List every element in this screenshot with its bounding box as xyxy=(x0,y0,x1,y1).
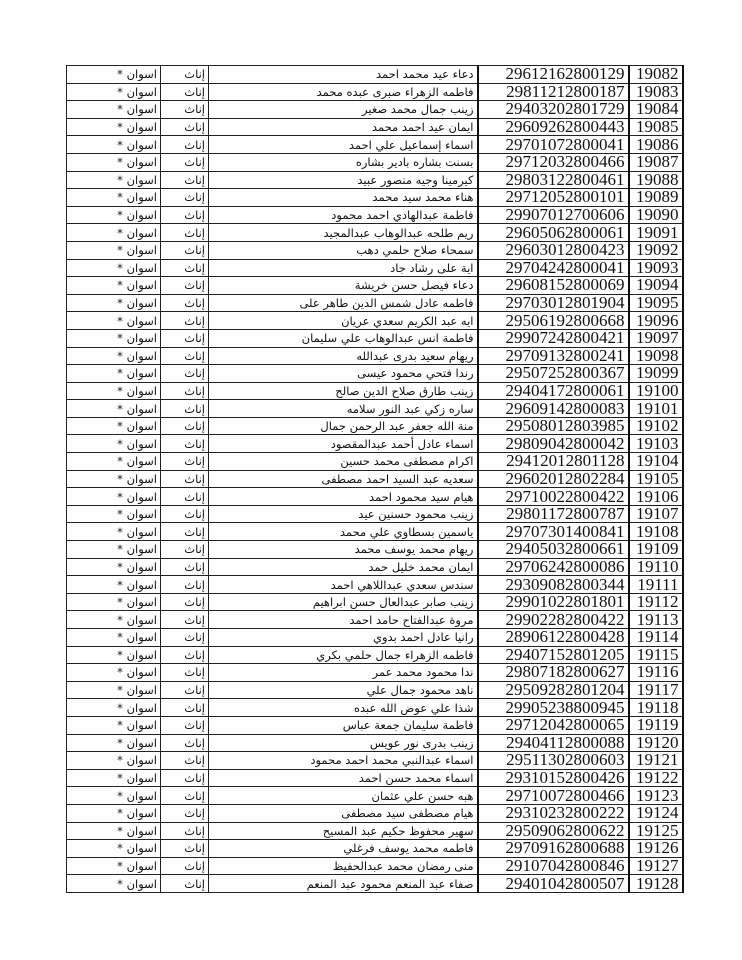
gender-cell: إناث xyxy=(161,505,209,523)
national-id-cell: 29703012801904 xyxy=(478,294,629,312)
city-cell: اسوان * xyxy=(67,277,161,295)
row-number-cell: 19118 xyxy=(629,699,683,717)
name-cell: ريهام محمد يوسف محمد xyxy=(209,541,478,559)
national-id-cell: 29704242800041 xyxy=(478,259,629,277)
gender-cell: إناث xyxy=(161,470,209,488)
national-id-cell: 29710022800422 xyxy=(478,488,629,506)
name-cell: كيرمينا وجيه منصور عبيد xyxy=(209,171,478,189)
table-row xyxy=(67,136,683,154)
city-cell: اسوان * xyxy=(67,857,161,875)
name-cell: فاطمه عادل شمس الدين طاهر على xyxy=(209,294,478,312)
national-id-cell: 29509282801204 xyxy=(478,681,629,699)
name-cell: فاطمة انس عبدالوهاب علي سليمان xyxy=(209,329,478,347)
row-number-cell: 19095 xyxy=(629,294,683,312)
row-number-cell: 19108 xyxy=(629,523,683,541)
gender-cell: إناث xyxy=(161,488,209,506)
table-row xyxy=(67,83,683,101)
row-number-cell: 19116 xyxy=(629,664,683,682)
national-id-cell: 29405032800661 xyxy=(478,541,629,559)
row-number-cell: 19109 xyxy=(629,541,683,559)
gender-cell: إناث xyxy=(161,716,209,734)
city-cell: اسوان * xyxy=(67,488,161,506)
city-cell: اسوان * xyxy=(67,593,161,611)
row-number-cell: 19112 xyxy=(629,593,683,611)
name-cell: سندس سعدي عبداللاهي احمد xyxy=(209,576,478,594)
row-number-cell: 19084 xyxy=(629,101,683,119)
table-row xyxy=(67,629,683,647)
table-row xyxy=(67,189,683,207)
name-cell: اسماء محمد حسن احمد xyxy=(209,769,478,787)
name-cell: هناء محمد سيد محمد xyxy=(209,189,478,207)
table-row xyxy=(67,453,683,471)
gender-cell: إناث xyxy=(161,365,209,383)
name-cell: زينب بدرى نور عويس xyxy=(209,734,478,752)
city-cell: اسوان * xyxy=(67,171,161,189)
row-number-cell: 19107 xyxy=(629,505,683,523)
national-id-cell: 29901022801801 xyxy=(478,593,629,611)
name-cell: منة الله جعفر عبد الرحمن جمال xyxy=(209,417,478,435)
city-cell: اسوان * xyxy=(67,576,161,594)
row-number-cell: 19115 xyxy=(629,646,683,664)
name-cell: ندا محمود محمد عمر xyxy=(209,664,478,682)
name-cell: دعاء عيد محمد احمد xyxy=(209,66,478,84)
national-id-cell: 29605062800061 xyxy=(478,224,629,242)
table-row xyxy=(67,153,683,171)
row-number-cell: 19106 xyxy=(629,488,683,506)
gender-cell: إناث xyxy=(161,857,209,875)
national-id-cell: 29707301400841 xyxy=(478,523,629,541)
city-cell: اسوان * xyxy=(67,787,161,805)
name-cell: اسماء عادل أحمد عبدالمقصود xyxy=(209,435,478,453)
national-id-cell: 29706242800086 xyxy=(478,558,629,576)
city-cell: اسوان * xyxy=(67,417,161,435)
national-id-cell: 29907012700606 xyxy=(478,206,629,224)
national-id-cell: 29401042800507 xyxy=(478,875,629,893)
national-id-cell: 29509062800622 xyxy=(478,822,629,840)
gender-cell: إناث xyxy=(161,523,209,541)
table-row xyxy=(67,400,683,418)
row-number-cell: 19100 xyxy=(629,382,683,400)
national-id-cell: 29407152801205 xyxy=(478,646,629,664)
name-cell: هيام سيد محمود احمد xyxy=(209,488,478,506)
gender-cell: إناث xyxy=(161,699,209,717)
row-number-cell: 19089 xyxy=(629,189,683,207)
gender-cell: إناث xyxy=(161,277,209,295)
city-cell: اسوان * xyxy=(67,505,161,523)
row-number-cell: 19094 xyxy=(629,277,683,295)
national-id-cell: 29801172800787 xyxy=(478,505,629,523)
name-cell: ياسمين بسطاوي علي محمد xyxy=(209,523,478,541)
national-id-cell: 29310152800426 xyxy=(478,769,629,787)
national-id-cell: 29905238800945 xyxy=(478,699,629,717)
name-cell: هبه حسن علي عثمان xyxy=(209,787,478,805)
row-number-cell: 19087 xyxy=(629,153,683,171)
city-cell: اسوان * xyxy=(67,136,161,154)
name-cell: زينب محمود حسنين عيد xyxy=(209,505,478,523)
gender-cell: إناث xyxy=(161,136,209,154)
city-cell: اسوان * xyxy=(67,118,161,136)
row-number-cell: 19123 xyxy=(629,787,683,805)
table-row xyxy=(67,382,683,400)
table-row xyxy=(67,734,683,752)
name-cell: بسنت بشاره بادير بشاره xyxy=(209,153,478,171)
gender-cell: إناث xyxy=(161,329,209,347)
name-cell: دعاء فيصل حسن خريشة xyxy=(209,277,478,295)
row-number-cell: 19104 xyxy=(629,453,683,471)
national-id-cell: 29506192800668 xyxy=(478,312,629,330)
gender-cell: إناث xyxy=(161,804,209,822)
gender-cell: إناث xyxy=(161,66,209,84)
row-number-cell: 19082 xyxy=(629,66,683,84)
table-row xyxy=(67,822,683,840)
gender-cell: إناث xyxy=(161,241,209,259)
national-id-cell: 29612162800129 xyxy=(478,66,629,84)
national-id-cell: 29608152800069 xyxy=(478,277,629,295)
gender-cell: إناث xyxy=(161,101,209,119)
name-cell: هيام مصطفى سيد مصطفى xyxy=(209,804,478,822)
gender-cell: إناث xyxy=(161,312,209,330)
table-row xyxy=(67,171,683,189)
city-cell: اسوان * xyxy=(67,83,161,101)
name-cell: فاطمة عبدالهادي احمد محمود xyxy=(209,206,478,224)
gender-cell: إناث xyxy=(161,435,209,453)
name-cell: ريهام سعيد بدرى عبدالله xyxy=(209,347,478,365)
gender-cell: إناث xyxy=(161,400,209,418)
gender-cell: إناث xyxy=(161,646,209,664)
name-cell: ناهد محمود جمال علي xyxy=(209,681,478,699)
name-cell: شذا علي عوض الله عبده xyxy=(209,699,478,717)
city-cell: اسوان * xyxy=(67,400,161,418)
city-cell: اسوان * xyxy=(67,382,161,400)
national-id-cell: 29107042800846 xyxy=(478,857,629,875)
table-row xyxy=(67,787,683,805)
city-cell: اسوان * xyxy=(67,206,161,224)
table-row xyxy=(67,312,683,330)
city-cell: اسوان * xyxy=(67,312,161,330)
name-cell: ايه عبد الكريم سعدي عريان xyxy=(209,312,478,330)
national-id-cell: 28906122800428 xyxy=(478,629,629,647)
city-cell: اسوان * xyxy=(67,224,161,242)
city-cell: اسوان * xyxy=(67,153,161,171)
name-cell: فاطمه الزهراء جمال حلمي بكري xyxy=(209,646,478,664)
city-cell: اسوان * xyxy=(67,189,161,207)
name-cell: ريم طلحه عبدالوهاب عبدالمجيد xyxy=(209,224,478,242)
table-row xyxy=(67,347,683,365)
gender-cell: إناث xyxy=(161,787,209,805)
table-row xyxy=(67,804,683,822)
name-cell: ايمان عيد احمد محمد xyxy=(209,118,478,136)
table-row xyxy=(67,294,683,312)
row-number-cell: 19083 xyxy=(629,83,683,101)
national-id-cell: 29412012801128 xyxy=(478,453,629,471)
city-cell: اسوان * xyxy=(67,541,161,559)
national-id-cell: 29603012800423 xyxy=(478,241,629,259)
table-row xyxy=(67,681,683,699)
registrants-table xyxy=(66,65,684,893)
table-row xyxy=(67,66,683,84)
gender-cell: إناث xyxy=(161,576,209,594)
city-cell: اسوان * xyxy=(67,875,161,893)
city-cell: اسوان * xyxy=(67,681,161,699)
national-id-cell: 29709132800241 xyxy=(478,347,629,365)
name-cell: فاطمه الزهراء صبرى عبده محمد xyxy=(209,83,478,101)
row-number-cell: 19103 xyxy=(629,435,683,453)
gender-cell: إناث xyxy=(161,681,209,699)
national-id-cell: 29508012803985 xyxy=(478,417,629,435)
city-cell: اسوان * xyxy=(67,664,161,682)
name-cell: زينب جمال محمد صغير xyxy=(209,101,478,119)
table-row xyxy=(67,558,683,576)
gender-cell: إناث xyxy=(161,769,209,787)
table-row xyxy=(67,118,683,136)
national-id-cell: 29404172800061 xyxy=(478,382,629,400)
row-number-cell: 19119 xyxy=(629,716,683,734)
national-id-cell: 29809042800042 xyxy=(478,435,629,453)
city-cell: اسوان * xyxy=(67,734,161,752)
national-id-cell: 29803122800461 xyxy=(478,171,629,189)
city-cell: اسوان * xyxy=(67,470,161,488)
name-cell: زينب طارق صلاح الدين صالح xyxy=(209,382,478,400)
row-number-cell: 19096 xyxy=(629,312,683,330)
national-id-cell: 29907242800421 xyxy=(478,329,629,347)
name-cell: اكرام مصطفى محمد حسين xyxy=(209,453,478,471)
national-id-cell: 29710072800466 xyxy=(478,787,629,805)
row-number-cell: 19090 xyxy=(629,206,683,224)
city-cell: اسوان * xyxy=(67,752,161,770)
row-number-cell: 19121 xyxy=(629,752,683,770)
row-number-cell: 19111 xyxy=(629,576,683,594)
national-id-cell: 29712052800101 xyxy=(478,189,629,207)
gender-cell: إناث xyxy=(161,541,209,559)
city-cell: اسوان * xyxy=(67,66,161,84)
national-id-cell: 29507252800367 xyxy=(478,365,629,383)
gender-cell: إناث xyxy=(161,347,209,365)
gender-cell: إناث xyxy=(161,611,209,629)
table-row xyxy=(67,664,683,682)
row-number-cell: 19128 xyxy=(629,875,683,893)
name-cell: منى رمضان محمد عبدالحفيظ xyxy=(209,857,478,875)
gender-cell: إناث xyxy=(161,189,209,207)
gender-cell: إناث xyxy=(161,118,209,136)
city-cell: اسوان * xyxy=(67,558,161,576)
city-cell: اسوان * xyxy=(67,241,161,259)
row-number-cell: 19127 xyxy=(629,857,683,875)
city-cell: اسوان * xyxy=(67,629,161,647)
table-body xyxy=(67,66,683,893)
city-cell: اسوان * xyxy=(67,840,161,858)
name-cell: سهير محفوظ حكيم عبد المسيح xyxy=(209,822,478,840)
city-cell: اسوان * xyxy=(67,259,161,277)
table-row xyxy=(67,769,683,787)
gender-cell: إناث xyxy=(161,224,209,242)
gender-cell: إناث xyxy=(161,417,209,435)
city-cell: اسوان * xyxy=(67,699,161,717)
table-row xyxy=(67,435,683,453)
row-number-cell: 19105 xyxy=(629,470,683,488)
table-row xyxy=(67,277,683,295)
city-cell: اسوان * xyxy=(67,611,161,629)
national-id-cell: 29701072800041 xyxy=(478,136,629,154)
table-row xyxy=(67,470,683,488)
gender-cell: إناث xyxy=(161,593,209,611)
table-row xyxy=(67,224,683,242)
gender-cell: إناث xyxy=(161,259,209,277)
row-number-cell: 19098 xyxy=(629,347,683,365)
name-cell: رندا فتحي محمود عيسى xyxy=(209,365,478,383)
city-cell: اسوان * xyxy=(67,347,161,365)
national-id-cell: 29709162800688 xyxy=(478,840,629,858)
gender-cell: إناث xyxy=(161,822,209,840)
name-cell: اية على رشاد جاد xyxy=(209,259,478,277)
name-cell: سعديه عبد السيد احمد مصطفى xyxy=(209,470,478,488)
row-number-cell: 19093 xyxy=(629,259,683,277)
table-row xyxy=(67,646,683,664)
city-cell: اسوان * xyxy=(67,716,161,734)
table-row xyxy=(67,241,683,259)
national-id-cell: 29712032800466 xyxy=(478,153,629,171)
table-row xyxy=(67,101,683,119)
table-row xyxy=(67,857,683,875)
name-cell: مروة عبدالفتاح حامد احمد xyxy=(209,611,478,629)
row-number-cell: 19110 xyxy=(629,558,683,576)
row-number-cell: 19122 xyxy=(629,769,683,787)
table-row xyxy=(67,840,683,858)
row-number-cell: 19125 xyxy=(629,822,683,840)
city-cell: اسوان * xyxy=(67,365,161,383)
name-cell: اسماء عبدالنبي محمد احمد محمود xyxy=(209,752,478,770)
name-cell: ايمان محمد خليل حمد xyxy=(209,558,478,576)
row-number-cell: 19102 xyxy=(629,417,683,435)
name-cell: زينب صابر عبدالعال حسن ابراهيم xyxy=(209,593,478,611)
national-id-cell: 29902282800422 xyxy=(478,611,629,629)
city-cell: اسوان * xyxy=(67,101,161,119)
table-row xyxy=(67,875,683,893)
table-row xyxy=(67,699,683,717)
gender-cell: إناث xyxy=(161,153,209,171)
row-number-cell: 19092 xyxy=(629,241,683,259)
table-row xyxy=(67,417,683,435)
name-cell: رانيا عادل احمد بدوي xyxy=(209,629,478,647)
name-cell: صفاء عبد المنعم محمود عبد المنعم xyxy=(209,875,478,893)
city-cell: اسوان * xyxy=(67,646,161,664)
name-cell: سمحاء صلاح حلمي دهب xyxy=(209,241,478,259)
gender-cell: إناث xyxy=(161,382,209,400)
table-row xyxy=(67,329,683,347)
national-id-cell: 29309082800344 xyxy=(478,576,629,594)
national-id-cell: 29310232800222 xyxy=(478,804,629,822)
gender-cell: إناث xyxy=(161,453,209,471)
row-number-cell: 19091 xyxy=(629,224,683,242)
row-number-cell: 19114 xyxy=(629,629,683,647)
city-cell: اسوان * xyxy=(67,453,161,471)
gender-cell: إناث xyxy=(161,294,209,312)
table-row xyxy=(67,752,683,770)
name-cell: فاطمة سليمان جمعة عباس xyxy=(209,716,478,734)
city-cell: اسوان * xyxy=(67,822,161,840)
table-row xyxy=(67,365,683,383)
name-cell: ساره زكي عبد النور سلامه xyxy=(209,400,478,418)
city-cell: اسوان * xyxy=(67,804,161,822)
row-number-cell: 19117 xyxy=(629,681,683,699)
city-cell: اسوان * xyxy=(67,294,161,312)
table-row xyxy=(67,488,683,506)
gender-cell: إناث xyxy=(161,629,209,647)
national-id-cell: 29511302800603 xyxy=(478,752,629,770)
table-row xyxy=(67,505,683,523)
table-row xyxy=(67,716,683,734)
row-number-cell: 19124 xyxy=(629,804,683,822)
gender-cell: إناث xyxy=(161,558,209,576)
row-number-cell: 19085 xyxy=(629,118,683,136)
national-id-cell: 29712042800065 xyxy=(478,716,629,734)
row-number-cell: 19126 xyxy=(629,840,683,858)
table-row xyxy=(67,523,683,541)
table-row xyxy=(67,206,683,224)
row-number-cell: 19101 xyxy=(629,400,683,418)
gender-cell: إناث xyxy=(161,752,209,770)
national-id-cell: 29602012802284 xyxy=(478,470,629,488)
table-row xyxy=(67,541,683,559)
gender-cell: إناث xyxy=(161,734,209,752)
national-id-cell: 29609142800083 xyxy=(478,400,629,418)
gender-cell: إناث xyxy=(161,171,209,189)
national-id-cell: 29807182800627 xyxy=(478,664,629,682)
city-cell: اسوان * xyxy=(67,329,161,347)
name-cell: فاطمه محمد يوسف فرغلي xyxy=(209,840,478,858)
national-id-cell: 29404112800088 xyxy=(478,734,629,752)
gender-cell: إناث xyxy=(161,83,209,101)
gender-cell: إناث xyxy=(161,206,209,224)
row-number-cell: 19099 xyxy=(629,365,683,383)
national-id-cell: 29403202801729 xyxy=(478,101,629,119)
table-row xyxy=(67,593,683,611)
table-row xyxy=(67,576,683,594)
row-number-cell: 19086 xyxy=(629,136,683,154)
gender-cell: إناث xyxy=(161,875,209,893)
city-cell: اسوان * xyxy=(67,769,161,787)
table-row xyxy=(67,611,683,629)
row-number-cell: 19113 xyxy=(629,611,683,629)
national-id-cell: 29609262800443 xyxy=(478,118,629,136)
city-cell: اسوان * xyxy=(67,523,161,541)
row-number-cell: 19088 xyxy=(629,171,683,189)
name-cell: اسماء إسماعيل علي احمد xyxy=(209,136,478,154)
table-row xyxy=(67,259,683,277)
gender-cell: إناث xyxy=(161,840,209,858)
row-number-cell: 19097 xyxy=(629,329,683,347)
row-number-cell: 19120 xyxy=(629,734,683,752)
gender-cell: إناث xyxy=(161,664,209,682)
national-id-cell: 29811212800187 xyxy=(478,83,629,101)
city-cell: اسوان * xyxy=(67,435,161,453)
